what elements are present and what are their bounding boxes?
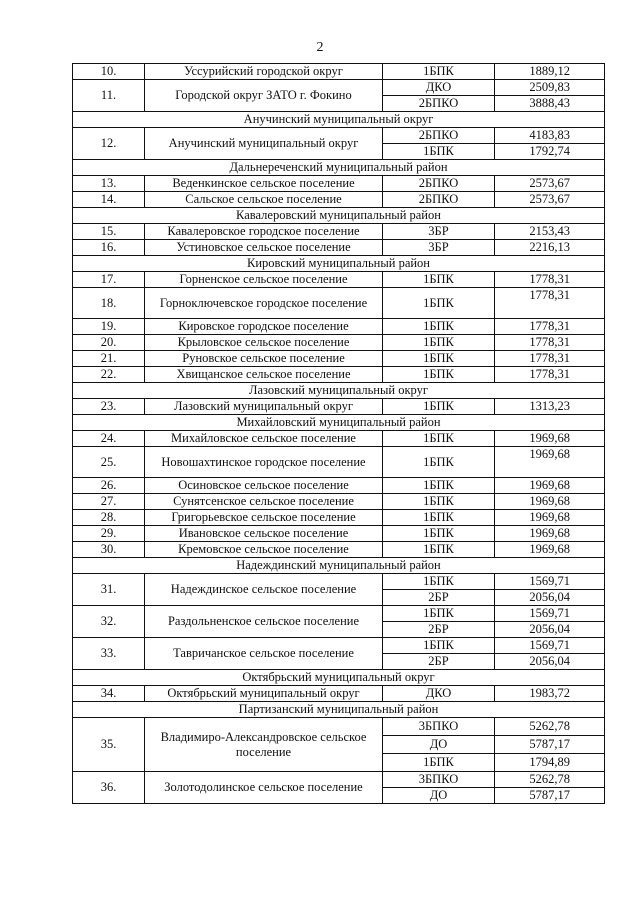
tariff-value: 1889,12 [495, 64, 605, 80]
table-row [73, 718, 605, 736]
tariff-code: ДО [383, 736, 495, 754]
row-number: 34. [73, 686, 145, 702]
table-row [73, 399, 605, 415]
tariff-table-body [73, 64, 605, 804]
tariff-code: 1БПК [383, 335, 495, 351]
tariff-code: 2БПКО [383, 96, 495, 112]
tariff-value: 1969,68 [495, 526, 605, 542]
tariff-value: 1778,31 [495, 335, 605, 351]
tariff-code: 1БПК [383, 574, 495, 590]
tariff-value: 2056,04 [495, 590, 605, 606]
row-number: 33. [73, 638, 145, 670]
row-number: 21. [73, 351, 145, 367]
settlement-name: Надеждинское сельское поселение [145, 574, 383, 606]
row-number: 22. [73, 367, 145, 383]
tariff-code: 3БР [383, 240, 495, 256]
row-number: 36. [73, 772, 145, 804]
tariff-value: 1983,72 [495, 686, 605, 702]
tariff-code: ДКО [383, 80, 495, 96]
settlement-name: Золотодолинское сельское поселение [145, 772, 383, 804]
row-number: 14. [73, 192, 145, 208]
row-number: 18. [73, 288, 145, 319]
row-number: 10. [73, 64, 145, 80]
table-row [73, 351, 605, 367]
row-number: 26. [73, 478, 145, 494]
tariff-code: 2БПКО [383, 192, 495, 208]
table-row [73, 335, 605, 351]
tariff-value: 1778,31 [495, 288, 605, 319]
tariff-code: 1БПК [383, 542, 495, 558]
tariff-value: 5787,17 [495, 788, 605, 804]
tariff-value: 2216,13 [495, 240, 605, 256]
table-row [73, 224, 605, 240]
table-row [73, 542, 605, 558]
tariff-value: 1569,71 [495, 638, 605, 654]
row-number: 29. [73, 526, 145, 542]
tariff-value: 5262,78 [495, 718, 605, 736]
tariff-value: 1969,68 [495, 494, 605, 510]
table-row [73, 772, 605, 788]
row-number: 23. [73, 399, 145, 415]
tariff-value: 1569,71 [495, 574, 605, 590]
row-number: 11. [73, 80, 145, 112]
section-title: Кавалеровский муниципальный район [73, 208, 605, 224]
section-title: Дальнереченский муниципальный район [73, 160, 605, 176]
settlement-name: Крыловское сельское поселение [145, 335, 383, 351]
settlement-name: Горненское сельское поселение [145, 272, 383, 288]
section-row [73, 702, 605, 718]
settlement-name: Ивановское сельское поселение [145, 526, 383, 542]
section-title: Анучинский муниципальный округ [73, 112, 605, 128]
section-row [73, 558, 605, 574]
tariff-code: 1БПК [383, 478, 495, 494]
section-row [73, 256, 605, 272]
settlement-name: Городской округ ЗАТО г. Фокино [145, 80, 383, 112]
settlement-name: Осиновское сельское поселение [145, 478, 383, 494]
settlement-name: Сунятсенское сельское поселение [145, 494, 383, 510]
section-row [73, 670, 605, 686]
settlement-name: Лазовский муниципальный округ [145, 399, 383, 415]
tariff-code: ДО [383, 788, 495, 804]
table-row [73, 288, 605, 319]
tariff-value: 2056,04 [495, 654, 605, 670]
tariff-value: 5262,78 [495, 772, 605, 788]
table-row [73, 526, 605, 542]
table-row [73, 606, 605, 622]
settlement-name: Октябрьский муниципальный округ [145, 686, 383, 702]
table-row [73, 240, 605, 256]
settlement-name: Сальское сельское поселение [145, 192, 383, 208]
row-number: 15. [73, 224, 145, 240]
tariff-value: 1313,23 [495, 399, 605, 415]
tariff-code: ДКО [383, 686, 495, 702]
settlement-name: Новошахтинское городское поселение [145, 447, 383, 478]
tariff-code: 1БПК [383, 319, 495, 335]
tariff-code: 3БПКО [383, 718, 495, 736]
row-number: 25. [73, 447, 145, 478]
table-row [73, 686, 605, 702]
row-number: 28. [73, 510, 145, 526]
table-row [73, 478, 605, 494]
tariff-value: 1969,68 [495, 431, 605, 447]
tariff-value: 1792,74 [495, 144, 605, 160]
tariff-code: 2БПКО [383, 176, 495, 192]
table-row [73, 128, 605, 144]
tariff-value: 1969,68 [495, 478, 605, 494]
tariff-code: 1БПК [383, 399, 495, 415]
row-number: 30. [73, 542, 145, 558]
row-number: 16. [73, 240, 145, 256]
tariff-value: 1569,71 [495, 606, 605, 622]
tariff-value: 1778,31 [495, 367, 605, 383]
tariff-value: 1778,31 [495, 319, 605, 335]
section-title: Михайловский муниципальный район [73, 415, 605, 431]
tariff-value: 1778,31 [495, 272, 605, 288]
section-row [73, 415, 605, 431]
row-number: 35. [73, 718, 145, 772]
tariff-value: 2573,67 [495, 176, 605, 192]
section-title: Надеждинский муниципальный район [73, 558, 605, 574]
table-row [73, 176, 605, 192]
tariff-table [72, 63, 605, 804]
row-number: 13. [73, 176, 145, 192]
tariff-code: 1БПК [383, 431, 495, 447]
row-number: 17. [73, 272, 145, 288]
settlement-name: Горноключевское городское поселение [145, 288, 383, 319]
section-row [73, 383, 605, 399]
table-row [73, 319, 605, 335]
tariff-value: 1969,68 [495, 510, 605, 526]
settlement-name: Тавричанское сельское поселение [145, 638, 383, 670]
settlement-name: Хвищанское сельское поселение [145, 367, 383, 383]
tariff-code: 2БР [383, 590, 495, 606]
section-title: Лазовский муниципальный округ [73, 383, 605, 399]
tariff-value: 4183,83 [495, 128, 605, 144]
row-number: 12. [73, 128, 145, 160]
tariff-code: 1БПК [383, 447, 495, 478]
table-row [73, 638, 605, 654]
table-row [73, 64, 605, 80]
tariff-value: 1794,89 [495, 754, 605, 772]
tariff-code: 1БПК [383, 510, 495, 526]
tariff-code: 1БПК [383, 526, 495, 542]
section-row [73, 160, 605, 176]
tariff-code: 1БПК [383, 638, 495, 654]
tariff-code: 1БПК [383, 754, 495, 772]
section-title: Партизанский муниципальный район [73, 702, 605, 718]
table-row [73, 447, 605, 478]
tariff-code: 2БР [383, 622, 495, 638]
table-row [73, 494, 605, 510]
row-number: 20. [73, 335, 145, 351]
settlement-name: Руновское сельское поселение [145, 351, 383, 367]
tariff-code: 3БР [383, 224, 495, 240]
table-row [73, 431, 605, 447]
table-row [73, 80, 605, 96]
tariff-value: 5787,17 [495, 736, 605, 754]
tariff-code: 2БР [383, 654, 495, 670]
section-title: Кировский муниципальный район [73, 256, 605, 272]
tariff-code: 1БПК [383, 64, 495, 80]
table-row [73, 192, 605, 208]
row-number: 31. [73, 574, 145, 606]
row-number: 27. [73, 494, 145, 510]
tariff-value: 1969,68 [495, 542, 605, 558]
settlement-name: Устиновское сельское поселение [145, 240, 383, 256]
table-row [73, 367, 605, 383]
settlement-name: Кавалеровское городское поселение [145, 224, 383, 240]
table-row [73, 272, 605, 288]
tariff-value: 1778,31 [495, 351, 605, 367]
tariff-value: 1969,68 [495, 447, 605, 478]
row-number: 24. [73, 431, 145, 447]
settlement-name: Анучинский муниципальный округ [145, 128, 383, 160]
tariff-code: 3БПКО [383, 772, 495, 788]
table-row [73, 574, 605, 590]
tariff-code: 1БПК [383, 288, 495, 319]
section-row [73, 112, 605, 128]
settlement-name: Григорьевское сельское поселение [145, 510, 383, 526]
tariff-value: 3888,43 [495, 96, 605, 112]
tariff-code: 1БПК [383, 272, 495, 288]
settlement-name: Раздольненское сельское поселение [145, 606, 383, 638]
settlement-name: Кировское городское поселение [145, 319, 383, 335]
tariff-value: 2153,43 [495, 224, 605, 240]
settlement-name: Уссурийский городской округ [145, 64, 383, 80]
settlement-name: Михайловское сельское поселение [145, 431, 383, 447]
settlement-name: Веденкинское сельское поселение [145, 176, 383, 192]
section-title: Октябрьский муниципальный округ [73, 670, 605, 686]
tariff-value: 2509,83 [495, 80, 605, 96]
tariff-code: 1БПК [383, 351, 495, 367]
page-number: 2 [316, 40, 324, 55]
settlement-name: Кремовское сельское поселение [145, 542, 383, 558]
tariff-value: 2573,67 [495, 192, 605, 208]
tariff-value: 2056,04 [495, 622, 605, 638]
row-number: 19. [73, 319, 145, 335]
tariff-code: 1БПК [383, 144, 495, 160]
tariff-code: 1БПК [383, 606, 495, 622]
row-number: 32. [73, 606, 145, 638]
section-row [73, 208, 605, 224]
tariff-code: 2БПКО [383, 128, 495, 144]
tariff-code: 1БПК [383, 367, 495, 383]
table-row [73, 510, 605, 526]
settlement-name: Владимиро-Александровское сельское поселение [145, 718, 383, 772]
tariff-code: 1БПК [383, 494, 495, 510]
